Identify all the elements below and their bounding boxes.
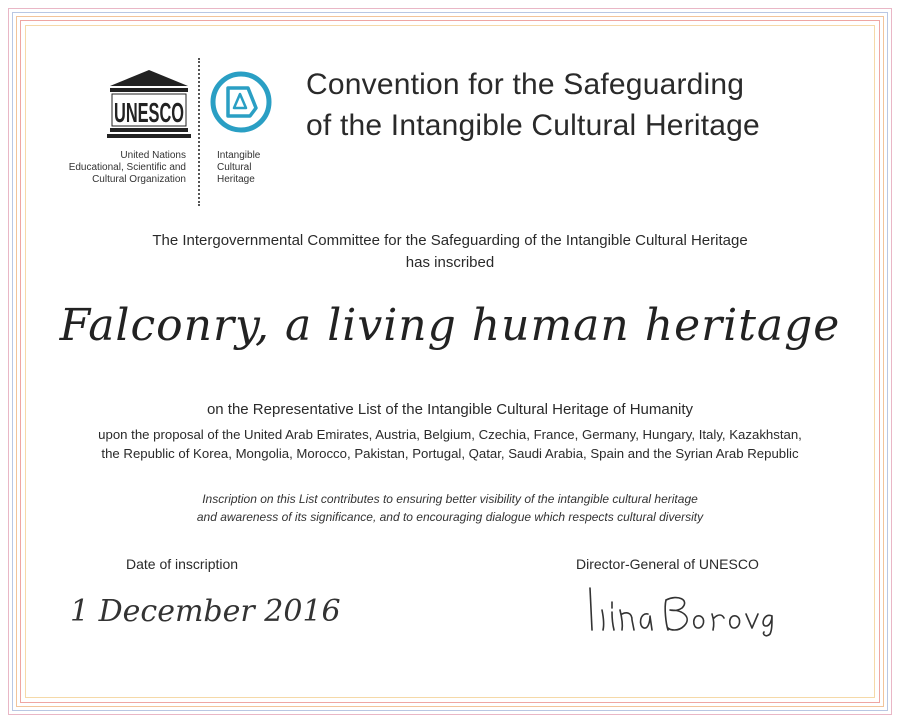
committee-statement: The Intergovernmental Committee for the Safeguarding of the Intangible Cultural Heritage has inscribed xyxy=(152,232,748,271)
logo-divider xyxy=(198,58,200,206)
ich-logo xyxy=(210,70,272,134)
unesco-org-name: United Nations Educational, Scientific and Cultural Organization xyxy=(68,150,186,185)
convention-title-line-1: Convention for the Safeguarding xyxy=(306,68,745,101)
svg-text:UNESCO: UNESCO xyxy=(114,97,184,128)
ich-name: Intangible Cultural Heritage xyxy=(217,150,261,185)
representative-list-line: on the Representative List of the Intangible Cultural Heritage of Humanity xyxy=(206,401,694,418)
unesco-logo xyxy=(106,68,192,146)
date-label: Date of inscription xyxy=(126,556,239,572)
convention-title xyxy=(306,64,866,146)
convention-title-line-2: of the Intangible Cultural Heritage xyxy=(306,109,760,142)
signature xyxy=(586,580,776,636)
inscription-note: Inscription on this List contributes to ensuring better visibility of the intangible cultural heritage and awareness of its significance, and to encouraging dialogue which respects cultural diversity xyxy=(196,492,704,524)
director-general-label: Director-General of UNESCO xyxy=(576,556,759,572)
proposal-states: upon the proposal of the United Arab Emirates, Austria, Belgium, Czechia, France, Germany, Hungary, Italy, Kazakhstan, the Republic of Korea, Mongolia, Morocco, Pakistan, Portugal, Qatar, Saudi Arabia, Spain and the Syrian Arab Republic xyxy=(98,427,802,461)
date-value: 1 December 2016 xyxy=(70,594,341,629)
element-title: Falconry, a living human heritage xyxy=(59,300,841,351)
